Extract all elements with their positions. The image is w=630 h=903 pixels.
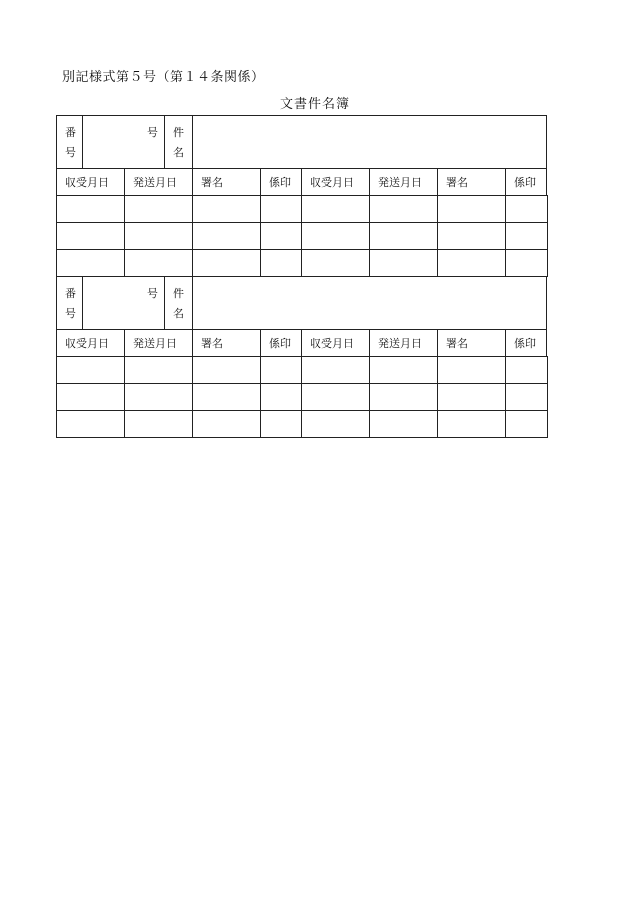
number-label-char: 号 — [65, 146, 76, 159]
register-block-2 — [56, 276, 547, 439]
entry-cell[interactable] — [56, 222, 125, 250]
entry-cell[interactable] — [505, 383, 548, 411]
number-value-cell[interactable] — [82, 115, 165, 169]
entry-cell[interactable] — [124, 383, 193, 411]
entry-cell[interactable] — [301, 356, 370, 384]
number-label-cell — [56, 115, 83, 169]
column-header: 収受月日 — [301, 168, 370, 196]
entry-cell[interactable] — [301, 222, 370, 250]
entry-cell[interactable] — [260, 249, 302, 277]
column-header: 収受月日 — [56, 168, 125, 196]
column-header: 署名 — [437, 329, 506, 357]
entry-cell[interactable] — [260, 356, 302, 384]
entry-cell[interactable] — [505, 410, 548, 438]
subject-label-char: 名 — [173, 307, 184, 320]
entry-cell[interactable] — [124, 222, 193, 250]
subject-label-cell — [164, 276, 193, 330]
column-header: 発送月日 — [369, 168, 438, 196]
column-header: 係印 — [260, 168, 302, 196]
entry-cell[interactable] — [301, 195, 370, 223]
entry-cell[interactable] — [124, 249, 193, 277]
number-value-cell[interactable] — [82, 276, 165, 330]
subject-label-char: 名 — [173, 146, 184, 159]
number-label-cell — [56, 276, 83, 330]
entry-cell[interactable] — [56, 195, 125, 223]
entry-cell[interactable] — [124, 195, 193, 223]
number-label-char: 号 — [65, 307, 76, 320]
column-header: 発送月日 — [124, 168, 193, 196]
entry-cell[interactable] — [192, 222, 261, 250]
entry-cell[interactable] — [56, 383, 125, 411]
column-header: 収受月日 — [301, 329, 370, 357]
entry-cell[interactable] — [369, 222, 438, 250]
number-suffix: 号 — [147, 126, 158, 139]
entry-cell[interactable] — [192, 410, 261, 438]
column-header: 署名 — [437, 168, 506, 196]
entry-cell[interactable] — [192, 356, 261, 384]
entry-cell[interactable] — [505, 222, 548, 250]
column-header: 署名 — [192, 329, 261, 357]
form-reference: 別記様式第５号（第１４条関係） — [62, 70, 265, 85]
entry-cell[interactable] — [301, 410, 370, 438]
entry-cell[interactable] — [56, 356, 125, 384]
entry-cell[interactable] — [56, 249, 125, 277]
column-header: 発送月日 — [369, 329, 438, 357]
entry-cell[interactable] — [260, 383, 302, 411]
entry-cell[interactable] — [369, 383, 438, 411]
entry-cell[interactable] — [192, 249, 261, 277]
number-label-char: 番 — [65, 126, 76, 139]
register-block-1 — [56, 115, 547, 277]
number-label-char: 番 — [65, 287, 76, 300]
entry-cell[interactable] — [192, 383, 261, 411]
entry-cell[interactable] — [369, 410, 438, 438]
entry-cell[interactable] — [369, 356, 438, 384]
subject-label-cell — [164, 115, 193, 169]
entry-cell[interactable] — [437, 410, 506, 438]
entry-cell[interactable] — [124, 356, 193, 384]
entry-cell[interactable] — [437, 356, 506, 384]
entry-cell[interactable] — [369, 195, 438, 223]
column-header: 係印 — [505, 329, 547, 357]
entry-cell[interactable] — [505, 356, 548, 384]
entry-cell[interactable] — [505, 249, 548, 277]
entry-cell[interactable] — [301, 249, 370, 277]
entry-cell[interactable] — [437, 195, 506, 223]
entry-cell[interactable] — [505, 195, 548, 223]
entry-cell[interactable] — [369, 249, 438, 277]
entry-cell[interactable] — [437, 249, 506, 277]
entry-cell[interactable] — [437, 222, 506, 250]
subject-value-cell[interactable] — [192, 115, 547, 169]
column-header: 署名 — [192, 168, 261, 196]
subject-label-char: 件 — [173, 126, 184, 139]
subject-value-cell[interactable] — [192, 276, 547, 330]
number-suffix: 号 — [147, 287, 158, 300]
subject-label-char: 件 — [173, 287, 184, 300]
entry-cell[interactable] — [260, 222, 302, 250]
column-header: 係印 — [505, 168, 547, 196]
entry-cell[interactable] — [301, 383, 370, 411]
entry-cell[interactable] — [124, 410, 193, 438]
entry-cell[interactable] — [192, 195, 261, 223]
column-header: 係印 — [260, 329, 302, 357]
entry-cell[interactable] — [260, 195, 302, 223]
entry-cell[interactable] — [437, 383, 506, 411]
column-header: 収受月日 — [56, 329, 125, 357]
column-header: 発送月日 — [124, 329, 193, 357]
entry-cell[interactable] — [56, 410, 125, 438]
entry-cell[interactable] — [260, 410, 302, 438]
document-title: 文書件名簿 — [279, 97, 350, 112]
